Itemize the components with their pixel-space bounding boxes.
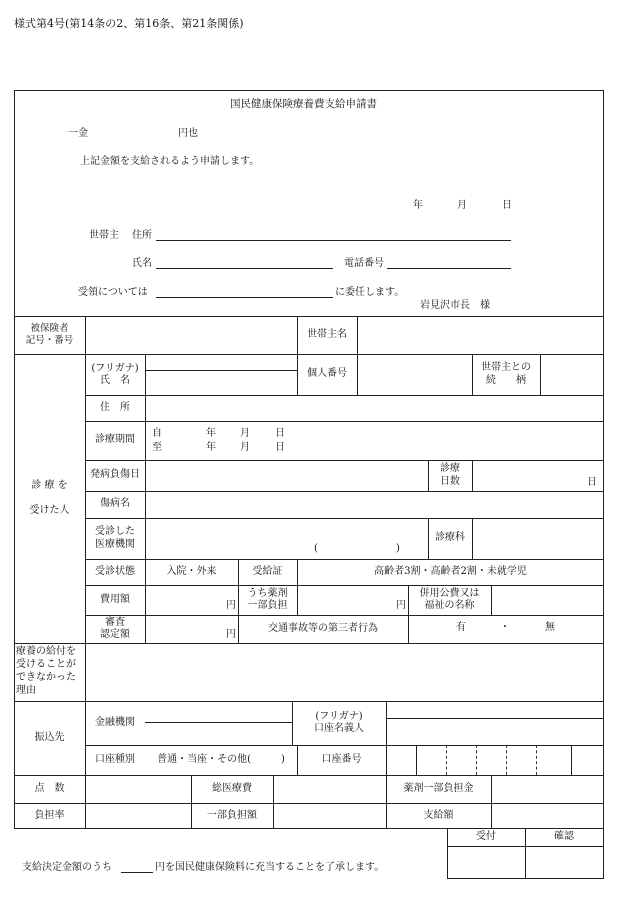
cost-label: 費用額 [100,593,130,605]
period-from: 自 [152,428,162,439]
col-line [416,745,417,775]
household-head-name-label: 世帯主名 [307,328,347,340]
drug-partial-burden-label: 薬剤一部負担金 [403,782,474,794]
col-line [357,316,358,354]
institution-paren-close: ) [396,543,400,554]
col-line [297,585,298,615]
period-from-year: 年 [206,428,216,439]
treatment-days-unit: 日 [587,477,597,488]
payment-amount-label: 支給額 [423,809,454,821]
date-month-label: 月 [457,200,467,211]
account-digit-divider [446,745,447,775]
patient-address-label: 住 所 [100,401,130,413]
account-digit-divider [476,745,477,775]
row-line [85,491,604,492]
confirmed-stamp-area[interactable] [525,846,603,878]
row-line [14,643,604,644]
department-label: 診療科 [435,532,465,544]
medical-institution-label: 受診した 医療機関 [95,526,135,550]
third-party-separator: ・ [500,622,510,633]
consent-amount-line[interactable] [121,872,153,873]
onset-date-label: 発病負傷日 [90,469,140,481]
household-head-label: 世帯主 [89,230,119,241]
col-line [85,803,86,829]
received-label: 受付 [476,831,496,843]
form-title: 国民健康保険療養費支給申請書 [230,98,377,110]
institution-paren-open: ( [314,543,318,554]
cost-yen: 円 [226,600,236,611]
col-line [603,829,604,878]
personal-number-label: 個人番号 [307,368,347,380]
col-line [386,701,387,745]
transfer-label: 振込先 [34,731,65,743]
furigana-name-label: (フリガナ) 氏 名 [91,362,139,386]
consent-suffix: 円を国民健康保険料に充当することを了承します。 [155,862,385,873]
row-line [386,718,604,719]
points-label: 点 数 [34,782,65,794]
receipt-suffix: に委任します。 [335,287,405,298]
insured-number-label: 被保険者 記号・番号 [25,323,74,346]
account-type-options[interactable]: 普通・当座・その他( ) [157,753,285,765]
row-line [145,370,297,371]
account-holder-label: (フリガナ) 口座名義人 [314,710,364,734]
row-line [14,775,604,776]
account-digit-divider [506,745,507,775]
col-line [491,775,492,829]
receipt-delegate-line[interactable] [156,297,333,298]
partial-burden-label: 一部負担額 [207,809,257,821]
certificate-options[interactable]: 高齢者3割・高齢者2割・未就学児 [374,565,527,577]
relation-label: 世帯主との 続 柄 [481,362,531,386]
account-number-label: 口座番号 [321,753,362,765]
applicant-address-line[interactable] [156,240,511,241]
recipient: 岩見沢市長 様 [420,300,490,311]
applicant-address-label: 住所 [132,230,152,241]
total-medical-cost-label: 総医療費 [212,782,252,794]
row-line [85,585,604,586]
third-party-yes[interactable]: 有 [456,622,466,633]
period-to-month: 月 [240,442,250,453]
col-line [85,316,86,354]
patient-label: 診 療 を 受けた人 [29,479,70,516]
col-line [540,354,541,395]
visit-status-label: 受診状態 [95,565,135,577]
date-year-label: 年 [413,200,423,211]
bank-label: 金融機関 [95,716,135,728]
period-to-year: 年 [206,442,216,453]
col-line [571,745,572,775]
public-expense-label: 併用公費又は 福祉の名称 [419,587,480,611]
col-line [386,745,387,775]
col-line [472,460,473,491]
row-line [85,460,604,461]
amount-suffix: 円也 [178,128,198,139]
col-line [408,615,409,643]
row-line [447,878,604,879]
row-line [14,803,604,804]
date-day-label: 日 [502,200,512,211]
burden-rate-label: 負担率 [34,809,65,821]
applicant-name-label: 氏名 [132,258,152,269]
row-line [85,518,604,519]
applicant-name-line[interactable] [156,268,333,269]
col-line [357,354,358,395]
reason-label: 療養の給付を 受けることが できなかった 理由 [16,646,76,696]
drug-partial-label: うち薬剤 一部負担 [247,587,288,611]
period-to: 至 [152,442,162,453]
row-line [145,722,292,723]
disease-name-label: 傷病名 [100,498,130,510]
visit-options[interactable]: 入院・外来 [166,565,217,577]
row-line [85,395,604,396]
period-from-month: 月 [240,428,250,439]
third-party-no[interactable]: 無 [545,622,555,633]
col-line [273,775,274,829]
account-type-label: 口座種別 [95,753,135,765]
certificate-label: 受給証 [252,565,283,577]
applicant-phone-label: 電話番号 [344,258,384,269]
treatment-days-label: 診療 日数 [440,463,460,487]
row-line [85,421,604,422]
consent-prefix: 支給決定金額のうち [22,862,112,873]
confirmed-label: 確認 [554,831,574,843]
period-from-day: 日 [275,428,285,439]
review-yen: 円 [226,629,236,640]
account-digit-divider [536,745,537,775]
amount-prefix: 一金 [68,128,88,139]
col-line [472,518,473,559]
col-line [491,585,492,615]
received-stamp-area[interactable] [447,846,525,878]
treatment-period-label: 診療期間 [95,434,135,446]
period-to-day: 日 [275,442,285,453]
third-party-label: 交通事故等の第三者行為 [268,622,378,634]
col-line [145,354,146,643]
drug-partial-yen: 円 [396,600,406,611]
review-amount-label: 審査 認定額 [100,616,130,640]
receipt-prefix: 受領については [78,287,148,298]
request-text: 上記金額を支給されるよう申請します。 [80,156,260,167]
form-number: 様式第4号(第14条の2、第16条、第21条関係) [14,17,244,30]
applicant-phone-line[interactable] [387,268,511,269]
